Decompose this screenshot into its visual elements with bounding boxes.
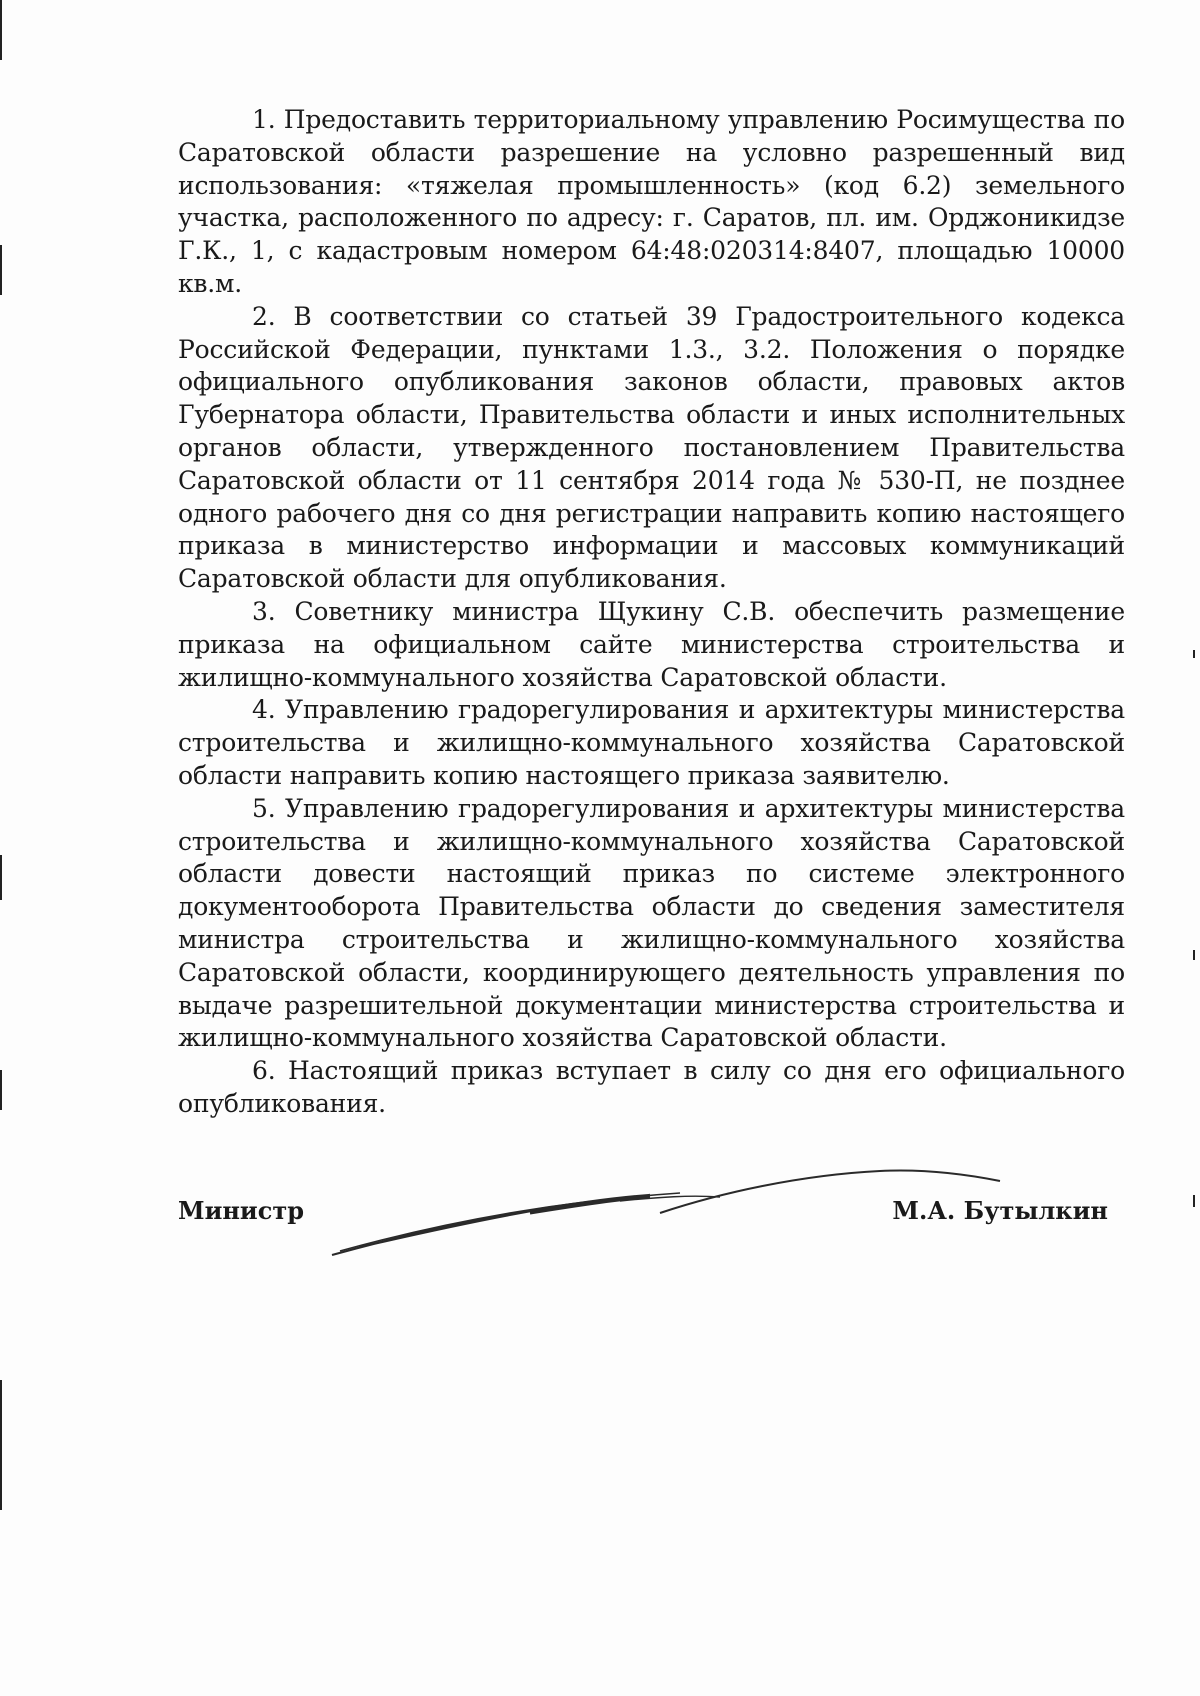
paragraph-4: 4. Управлению градорегулирования и архитектуры министерства строительства и жилищно-коммунального хозяйства Саратовской области направить копию настоящего приказа заявителю. — [178, 695, 1125, 790]
scan-edge-mark — [0, 1380, 2, 1510]
signature-block — [178, 1190, 1108, 1230]
paragraph-6: 6. Настоящий приказ вступает в силу со дня его официального опубликования. — [178, 1056, 1125, 1118]
scan-edge-mark — [0, 0, 2, 60]
scan-edge-mark — [1193, 950, 1195, 960]
scan-edge-mark — [0, 245, 2, 295]
document-body — [178, 104, 1125, 1121]
paragraph-3: 3. Советнику министра Щукину С.В. обеспечить размещение приказа на официальном сайте министерства строительства и жилищно-коммунального хозяйства Саратовской области. — [178, 596, 1125, 692]
paragraph-1: 1. Предоставить территориальному управлению Росимущества по Саратовской области разрешение на условно разрешенный вид использования: «тяжелая промышленность» (код 6.2) земельного участка, расположенного по адресу: г. Саратов, пл. им. Орджоникидзе Г.К., 1, с кадастровым номером 64:48:020314:8407, площадью 10000 кв.м. — [178, 105, 1125, 298]
scan-edge-mark — [1193, 650, 1195, 658]
signer-title: Министр — [178, 1196, 304, 1225]
scan-edge-mark — [0, 1070, 2, 1110]
signer-name: М.А. Бутылкин — [892, 1196, 1108, 1225]
paragraph-2: 2. В соответствии со статьей 39 Градостроительного кодекса Российской Федерации, пунктами 1.3., 3.2. Положения о порядке официального опубликования законов области, правовых актов Губернатора области, Правительства области и иных исполнительных органов области, утвержденного постановлением Правительства Саратовской области от 11 сентября 2014 года № 530-П, не позднее одного рабочего дня со дня регистрации направить копию настоящего приказа в министерство информации и массовых коммуникаций Саратовской области для опубликования. — [178, 301, 1125, 594]
paragraph-5: 5. Управлению градорегулирования и архитектуры министерства строительства и жилищно-коммунального хозяйства Саратовской области довести настоящий приказ по системе электронного документооборота Правительства области до сведения заместителя министра строительства и жилищно-коммунального хозяйства Саратовской области, координирующего деятельность управления по выдаче разрешительной документации министерства строительства и жилищно-коммунального хозяйства Саратовской области. — [178, 793, 1125, 1053]
scan-edge-mark — [0, 855, 2, 900]
scan-edge-mark — [1193, 1195, 1195, 1207]
